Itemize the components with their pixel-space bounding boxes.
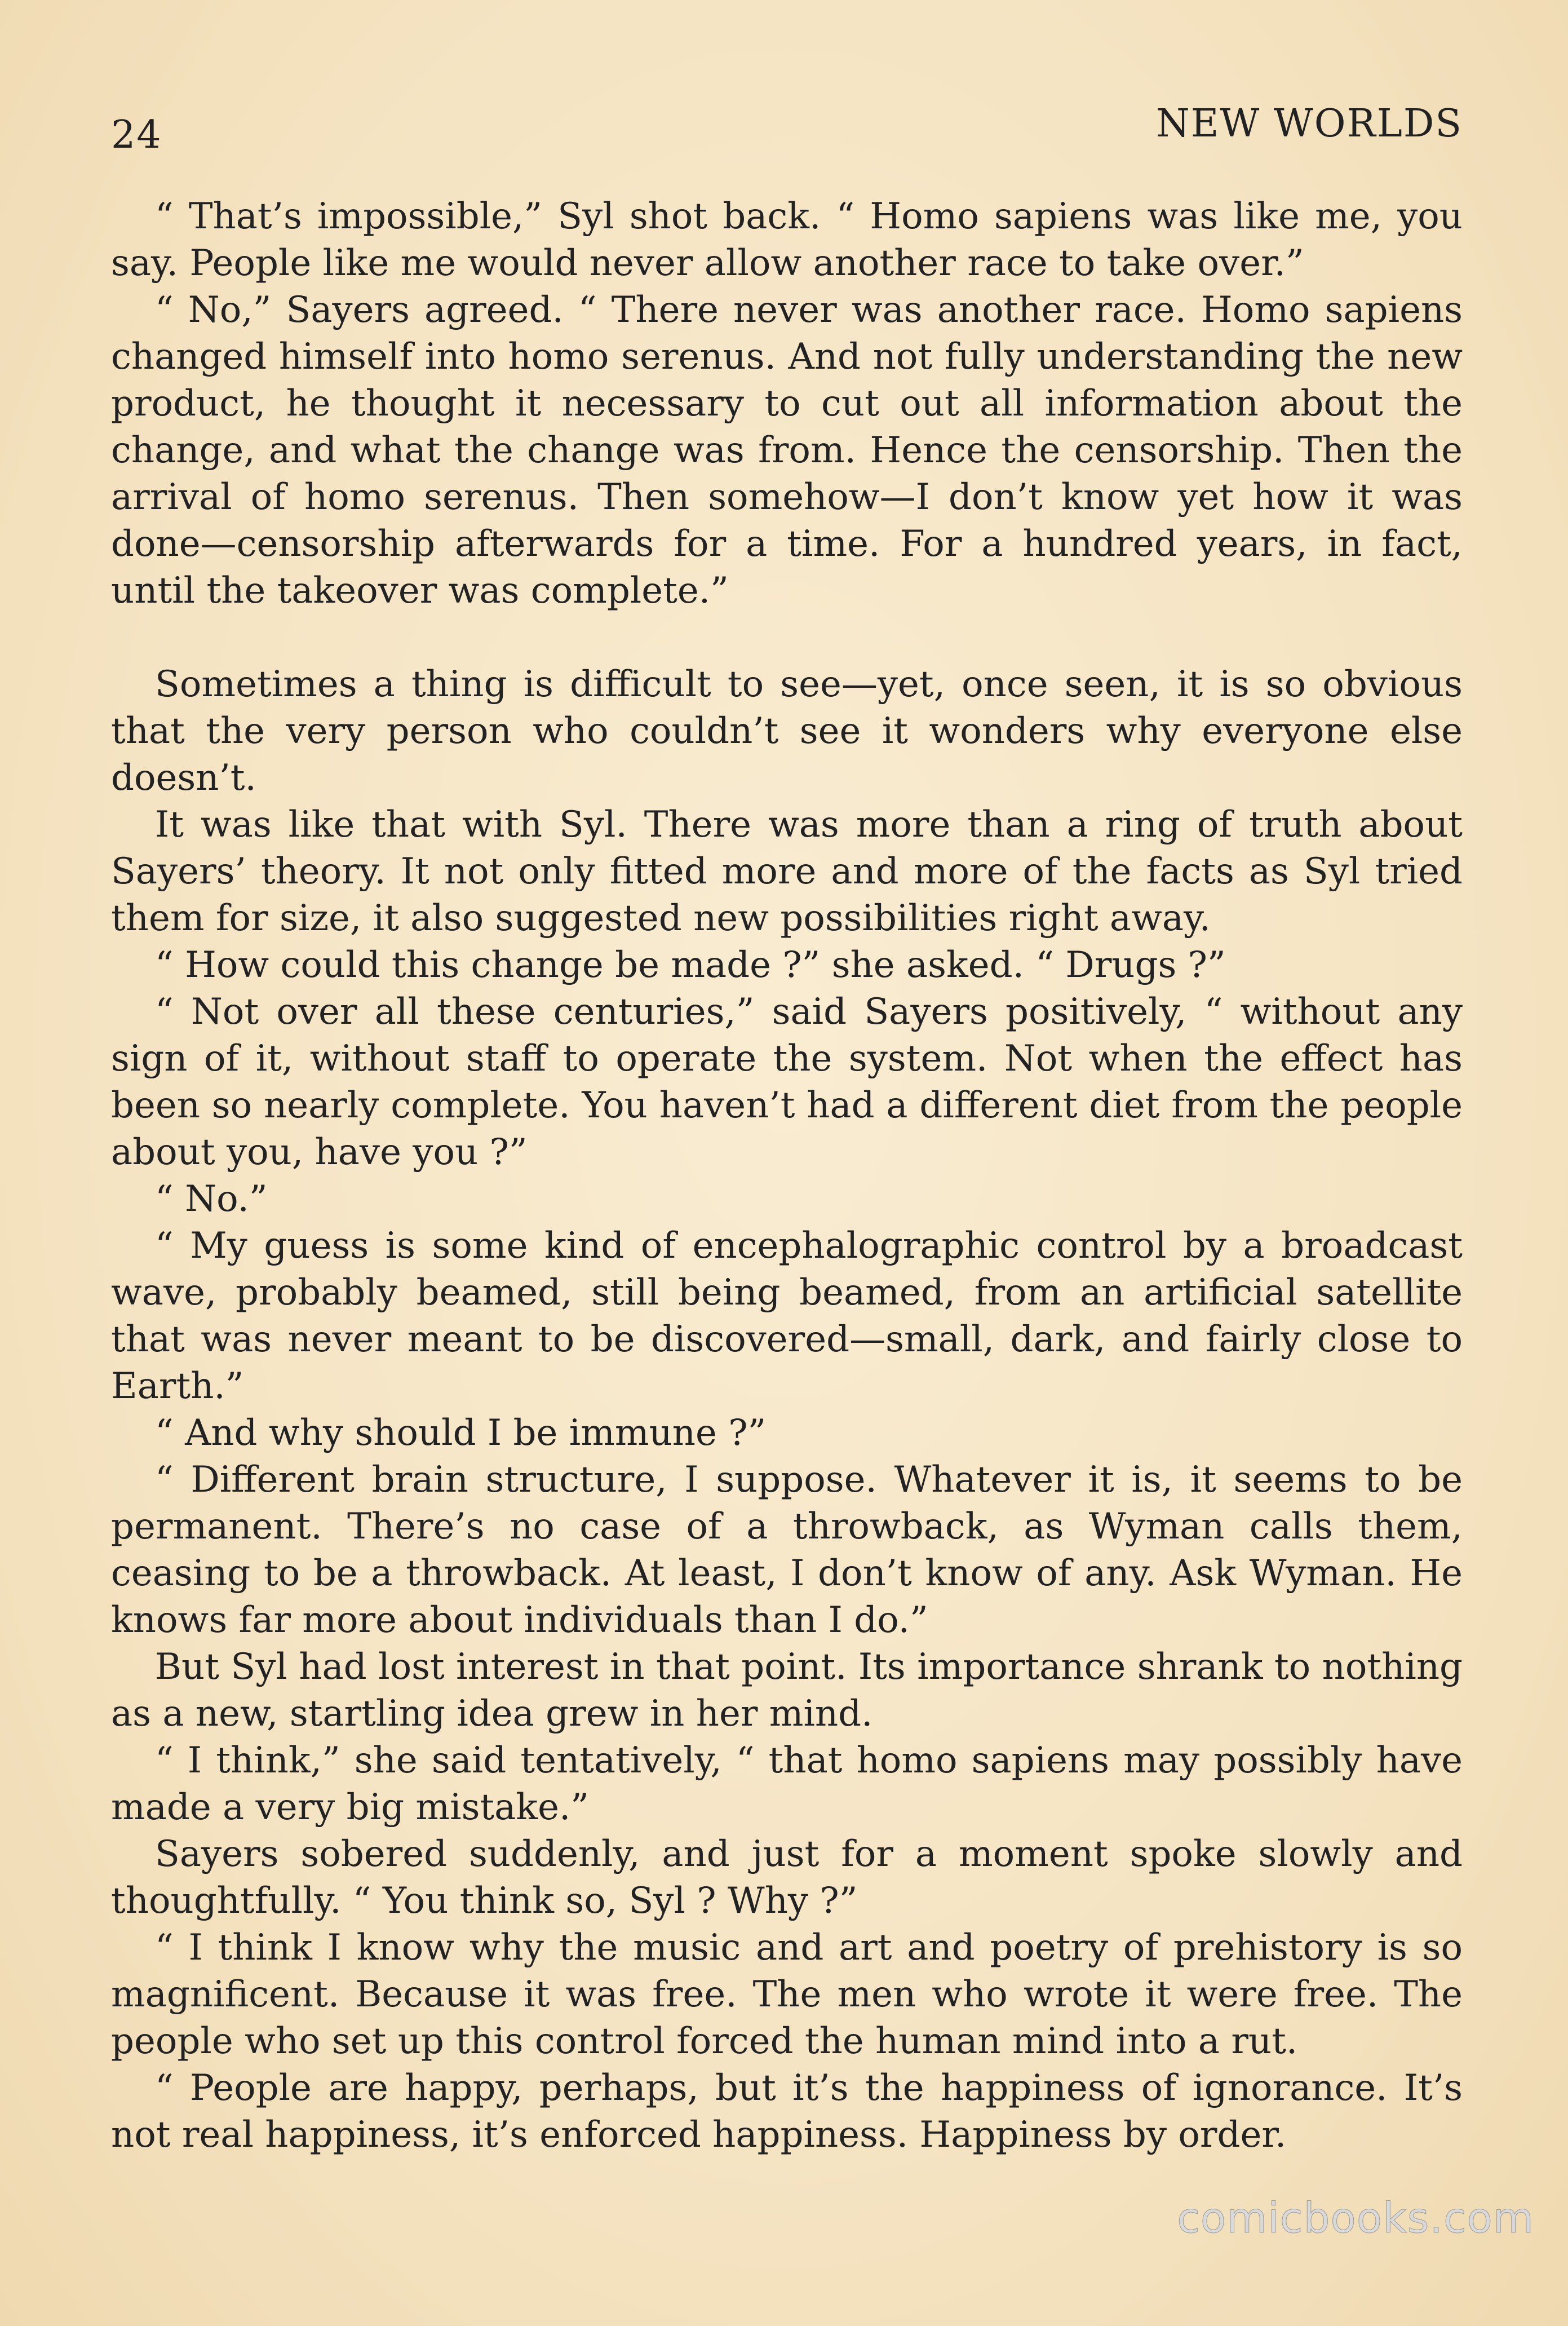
paragraph: “ My guess is some kind of encephalographic control by a broadcast wave, probably beamed, still being beamed, from an artificial satellite that was never meant to be discovered—small, dark, and fairly close to Earth.” [111,1225,1474,1407]
page-number: 24 [111,113,162,157]
paragraph: Sometimes a thing is difficult to see—yet, once seen, it is so obvious that the very person who couldn’t see it wonders why everyone else doesn’t. [111,664,1474,799]
paragraph: But Syl had lost interest in that point. Its importance shrank to nothing as a new, startling idea grew in her mind. [111,1646,1474,1735]
paragraph: “ Different brain structure, I suppose. Whatever it is, it seems to be permanent. There’s no case of a throwback, as Wyman calls them, ceasing to be a throwback. At least, I don’t know of any. Ask Wyman. He knows far more about individuals than I do.” [111,1459,1474,1641]
paragraph: “ Not over all these centuries,” said Sayers positively, “ without any sign of it, without staff to operate the system. Not when the effect has been so nearly complete. You haven’t had a different diet from the people about you, have you ?” [111,991,1474,1173]
site-watermark: comicbooks.com [1177,2194,1534,2243]
paragraph: “ And why should I be immune ?” [155,1412,767,1454]
paragraph: Sayers sobered suddenly, and just for a moment spoke slowly and thoughtfully. “ You think so, Syl ? Why ?” [111,1833,1474,1922]
page-header [111,96,1463,157]
paragraph: “ No,” Sayers agreed. “ There never was another race. Homo sapiens changed himself into homo serenus. And not fully understanding the new product, he thought it necessary to cut out all information about the change, and what the change was from. Hence the censorship. Then the arrival of homo serenus. Then somehow—I don’t know yet how it was done—censorship afterwards for a time. For a hundred years, in fact, until the takeover was complete.” [111,289,1474,612]
paragraph: It was like that with Syl. There was more than a ring of truth about Sayers’ theory. It not only fitted more and more of the facts as Syl tried them for size, it also suggested new possibilities right away. [111,804,1474,939]
section-break [111,614,1463,661]
paragraph: “ That’s impossible,” Syl shot back. “ Homo sapiens was like me, you say. People like me would never allow another race to take over.” [111,196,1474,284]
paragraph: “ I think I know why the music and art and poetry of prehistory is so magnificent. Because it was free. The men who wrote it were free. The people who set up this control forced the human mind into a rut. [111,1927,1474,2062]
paragraph: “ People are happy, perhaps, but it’s the happiness of ignorance. It’s not real happiness, it’s enforced happiness. Happiness by order. [111,2067,1474,2156]
paragraph: “ I think,” she said tentatively, “ that homo sapiens may possibly have made a very big mistake.” [111,1740,1474,1828]
paragraph: “ How could this change be made ?” she asked. “ Drugs ?” [155,944,1226,986]
paragraph: “ No.” [155,1178,268,1220]
page-body [111,193,1474,2159]
running-title: NEW WORLDS [1156,101,1463,146]
